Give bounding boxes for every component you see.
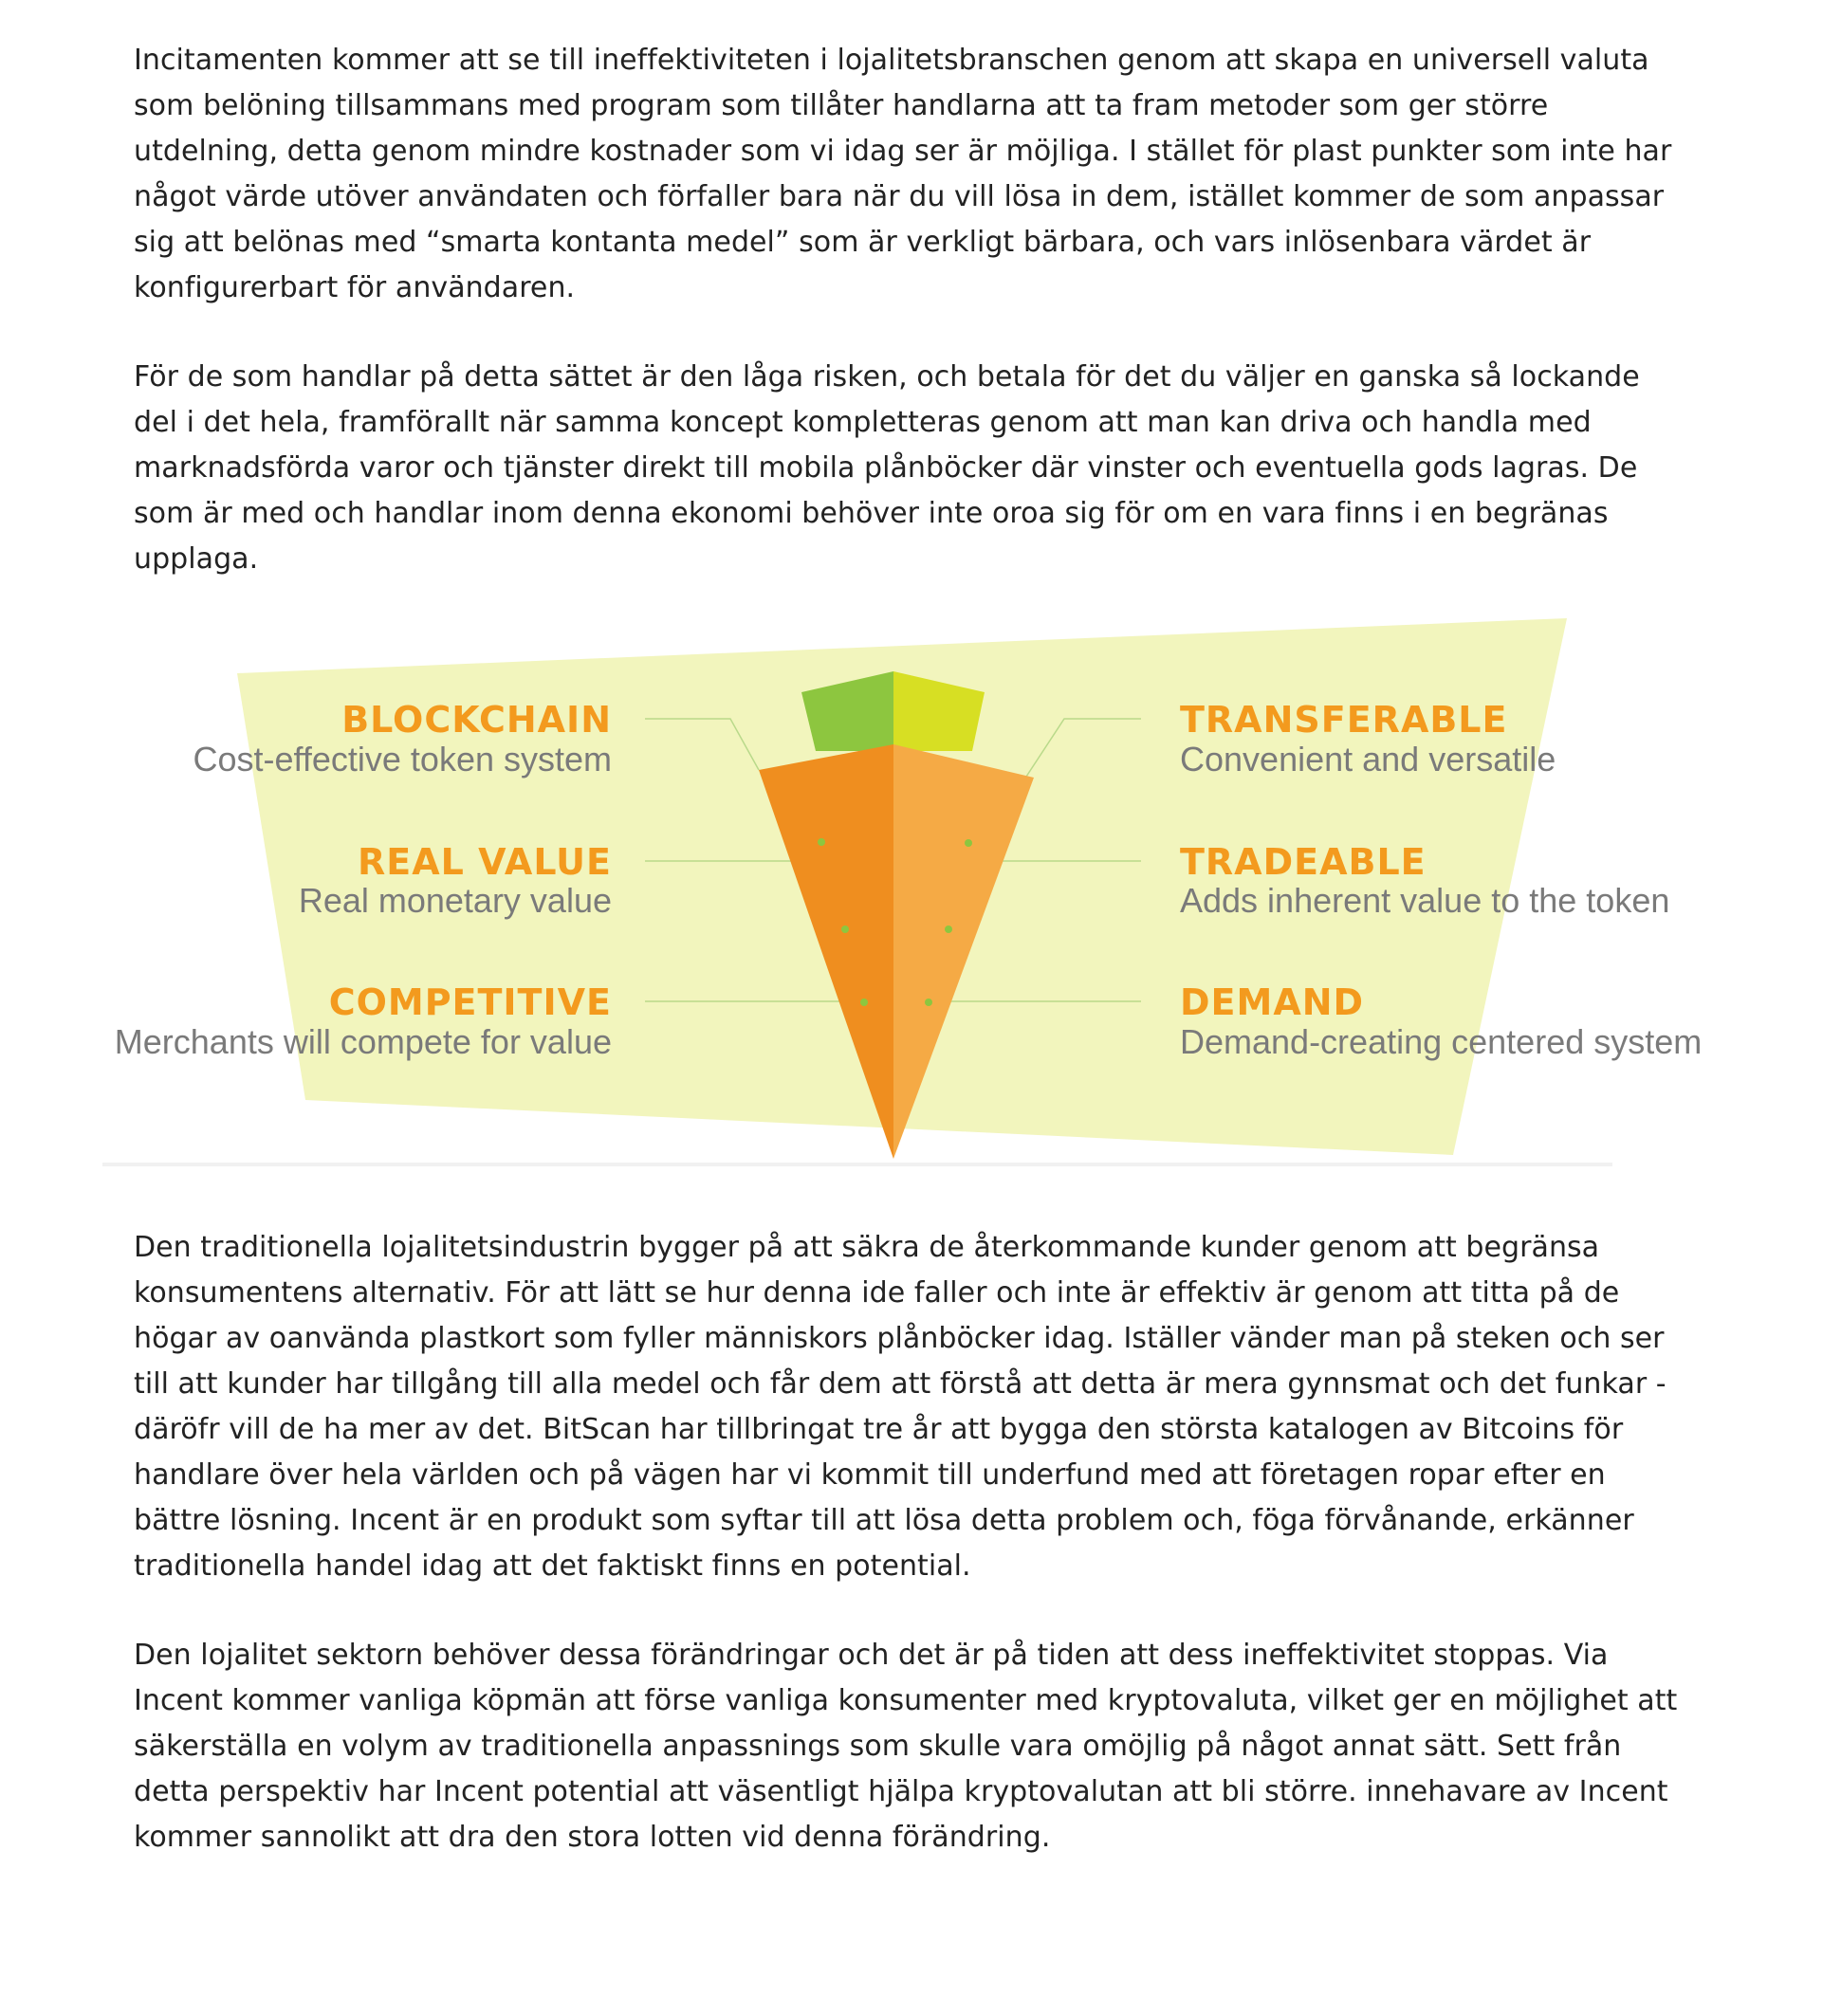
feature-subtitle-real-value: Real monetary value — [298, 881, 612, 920]
feature-subtitle-transferable: Convenient and versatile — [1180, 740, 1556, 779]
feature-subtitle-demand: Demand-creating centered system — [1180, 1022, 1703, 1061]
feature-title-tradeable: TRADEABLE — [1180, 841, 1427, 883]
dot — [925, 999, 932, 1006]
paragraph-merchants: För de som handlar på detta sättet är den låga risken, och betala för det du väljer en ganska så lockande del i det hela, framförallt när samma koncept kompletteras genom att man kan driva och handla med marknadsförda varor och tjänster direkt till mobila plånböcker där vinster och eventuella gods lagras. De som är med och handlar inom denna ekonomi behöver inte oroa sig för om en vara finns i en begränas upplaga. — [134, 360, 1640, 576]
feature-title-competitive: COMPETITIVE — [328, 981, 612, 1023]
dot — [841, 926, 849, 933]
feature-title-demand: DEMAND — [1180, 981, 1365, 1023]
feature-title-real-value: REAL VALUE — [358, 841, 612, 883]
feature-subtitle-tradeable: Adds inherent value to the token — [1180, 881, 1670, 920]
feature-title-blockchain: BLOCKCHAIN — [341, 699, 612, 741]
paragraph-loyalty-sector: Den lojalitet sektorn behöver dessa förändringar och det är på tiden att dess ineffektivitet stoppas. Via Incent kommer vanliga köpmän att förse vanliga konsumenter med kryptovaluta, vilket ger en möjlighet att säkerställa en volym av traditionella anpassnings som skulle vara omöjlig på något annat sätt. Sett från detta perspektiv har Incent potential att väsentligt hjälpa kryptovalutan att bli större. innehavare av Incent kommer sannolikt att dra den stora lotten vid denna förändring. — [134, 1639, 1678, 1854]
dot — [860, 999, 868, 1006]
dot — [965, 839, 972, 847]
dot — [945, 926, 952, 933]
dot — [818, 838, 825, 846]
carrot-infographic — [0, 607, 1823, 1176]
feature-subtitle-blockchain: Cost-effective token system — [193, 740, 612, 779]
paragraph-intro: Incitamenten kommer att se till ineffektiviteten i lojalitetsbranschen genom att skapa en universell valuta som belöning tillsammans med program som tillåter handlarna att ta fram metoder som ger större utdelning, detta genom mindre kostnader som vi idag ser är möjliga. I stället för plast punkter som inte har något värde utöver användaten och förfaller bara när du vill lösa in dem, istället kommer de som anpassar sig att belönas med “smarta kontanta medel” som är verkligt bärbara, och vars inlösenbara värdet är konfigurerbart för användaren. — [134, 44, 1672, 304]
feature-title-transferable: TRANSFERABLE — [1180, 699, 1508, 741]
feature-subtitle-competitive: Merchants will compete for value — [114, 1022, 612, 1061]
paragraph-traditional-loyalty: Den traditionella lojalitetsindustrin bygger på att säkra de återkommande kunder genom att begränsa konsumentens alternativ. För att lätt se hur denna ide faller och inte är effektiv är genom att titta på de högar av oanvända plastkort som fyller människors plånböcker idag. Iställer vänder man på steken och ser till att kunder har tillgång till alla medel och får dem att förstå att detta är mera gynnsmat och det funkar - däröfr vill de ha mer av det. BitScan har tillbringat tre år att bygga den största katalogen av Bitcoins för handlare över hela världen och på vägen har vi kommit till underfund med att företagen ropar efter en bättre lösning. Incent är en produkt som syftar till att lösa detta problem och, föga förvånande, erkänner traditionella handel idag att det faktiskt finns en potential. — [134, 1231, 1666, 1583]
